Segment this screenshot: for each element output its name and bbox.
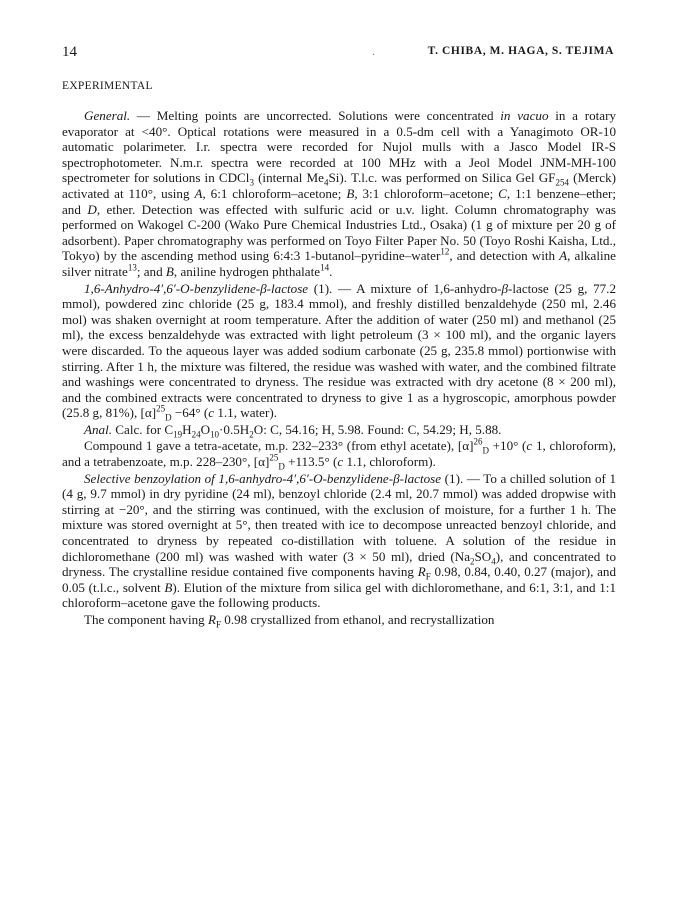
italic-text: R [417,564,426,580]
body-text [62,108,616,629]
superscript: 25 [269,452,279,463]
italic-text: B [346,185,355,201]
subscript: 24 [191,429,201,440]
superscript: 26 [473,437,483,448]
subscript: 10 [210,429,220,440]
page-header [62,44,614,62]
paragraph: The component having $R_F$ 0.98 crystallized from ethanol, and recrystallization [84,612,495,630]
superscript: 12 [440,246,450,257]
subscript: 2 [470,556,475,567]
paragraph-runin-heading: 1,6-Anhydro-4′,6′-O-benzylidene-β-lactose [84,280,309,296]
italic-text: A [559,248,568,264]
italic-text: B [164,579,173,595]
paragraph: General. — Melting points are uncorrected. Solutions were concentrated in vacuo in a rotary evaporator at <40°. Optical rotations were measured in a 0.5-dm cell with a Yanagimoto OR-10 automatic polarimeter. I.r. spectra were recorded for Nujol mulls with a Jasco Model IR-S spectrophotometer. N.m.r. spectra were recorded at 100 MHz with a Jeol Model JNM-MH-100 spectrometer for solutions in CDCl$_3$ (internal $Me_4Si$). T.l.c. was performed on Silica Gel $GF_{254}$ (Merck) activated at 110°, using A, 6:1 chloroform–acetone; B, 3:1 chloroform–acetone; C, 1:1 benzene–ether; and D, ether. Detection was effected with sulfuric acid or u.v. light. Column chromatography was performed on Wakogel C-200 (Wako Pure Chemical Industries Ltd., Osaka) (1 g of mixture per 20 g of adsorbent). Paper chromatography was performed on Toyo Filter Paper No. 50 (Toyo Roshi Kaisha, Ltd., Tokyo) by the ascending method using 6:4:3 1-butanol–pyridine–water$^{12}$, and detection with A, alkaline silver nitrate$^{13}$; and B, aniline hydrogen phthalate$^{14}$. [62,108,617,279]
paragraph-runin-heading: Anal. [84,421,113,437]
subscript: F [216,619,222,630]
subscript: 254 [555,177,569,188]
subscript: 19 [173,429,183,440]
paragraph: Selective benzoylation of 1,6-anhydro-4′,6′-O-benzylidene-β-lactose (1). — To a chilled solution of 1 (4 g, 9.7 mmol) in dry pyridine (24 ml), benzoyl chloride (2.4 ml, 20.7 mmol) was added dropwise with stirring at −20°, and the stirring was continued, with the exclusion of moisture, for a further 1 h. The mixture was stored overnight at 5°, then treated with ice to decompose unreacted benzoyl chloride, and concentrated to dryness by repeated co-distillation with toluene. A solution of the residue in dichloromethane (200 ml) was washed with water (3 × 50 ml), dried $(Na_2SO_4)$, and concentrated to dryness. The crystalline residue contained five components having $R_F$ 0.98, 0.84, 0.40, 0.27 (major), and 0.05 (t.l.c., solvent B). Elution of the mixture from silica gel with dichloromethane, and 6:1, 3:1, and 1:1 chloroform–acetone gave the following products. [62,470,617,611]
italic-text: C [498,185,507,201]
subscript: D [165,412,172,423]
italic-text: B [165,263,174,279]
paragraph: Anal. Calc. for $C_{19}H_{24}O_{10}\cdot 0.5H_2O$: C, 54.16; H, 5.98. Found: C, 54.29; H, 5.88. [84,421,502,440]
header-separator: . [372,44,375,58]
italic-text: A [194,185,203,201]
page-number: 14 [62,44,77,60]
section-heading: EXPERIMENTAL [62,80,153,92]
paragraph-runin-heading: Selective benzoylation of 1,6-anhydro-4′,6′-O-benzylidene-β-lactose [84,470,442,486]
italic-text: c [526,438,533,454]
subscript: F [425,571,431,582]
subscript: D [278,461,285,472]
italic-text: c [208,405,215,421]
italic-text: D [87,201,97,217]
subscript: D [482,446,489,457]
superscript: 25 [156,403,166,414]
italic-text: c [337,454,344,470]
paragraph-runin-heading: General. [84,108,131,123]
running-head-authors: T. CHIBA, M. HAGA, S. TEJIMA [427,45,614,57]
italic-text: in vacuo [500,108,549,123]
paragraph: 1,6-Anhydro-4′,6′-O-benzylidene-β-lactose (1). — A mixture of 1,6-anhydro-β-lactose (25 g, 77.2 mmol), powdered zinc chloride (25 g, 183.4 mmol), and freshly distilled benzaldehyde (250 ml, 2.46 mol) was shaken overnight at room temperature. After the addition of water (250 ml) and methanol (25 ml), the excess benzaldehyde was extracted with light petroleum (3 × 100 ml), and the organic layers were discarded. To the aqueous layer was added sodium carbonate (25 g, 235.8 mmol) portionwise with stirring. After 1 h, the mixture was filtered, the residue was washed with water, and the combined filtrate and washings were concentrated to dryness. The residue was extracted with dry acetone (8 × 200 ml), and the combined extracts were concentrated to dryness to give 1 as a hygroscopic, amorphous powder (25.8 g, 81%), $[\alpha]^{25}_D -64^\circ$ (c 1.1, water). [62,280,616,423]
italic-text: β [501,280,509,296]
subscript: 3 [249,177,254,188]
subscript: 4 [491,556,496,567]
subscript: 2 [249,429,254,440]
subscript: 4 [324,177,329,188]
italic-text: R [208,612,216,627]
superscript: 14 [320,262,330,273]
superscript: 13 [127,262,137,273]
paragraph: Compound 1 gave a tetra-acetate, m.p. 232–233° (from ethyl acetate), $[\alpha]^{26}_D +10^\circ$ (c 1, chloroform), and a tetrabenzoate, m.p. 228–230°, $[\alpha]^{25}_D +113.5^\circ$ (c 1.1, chloroform). [62,437,616,472]
